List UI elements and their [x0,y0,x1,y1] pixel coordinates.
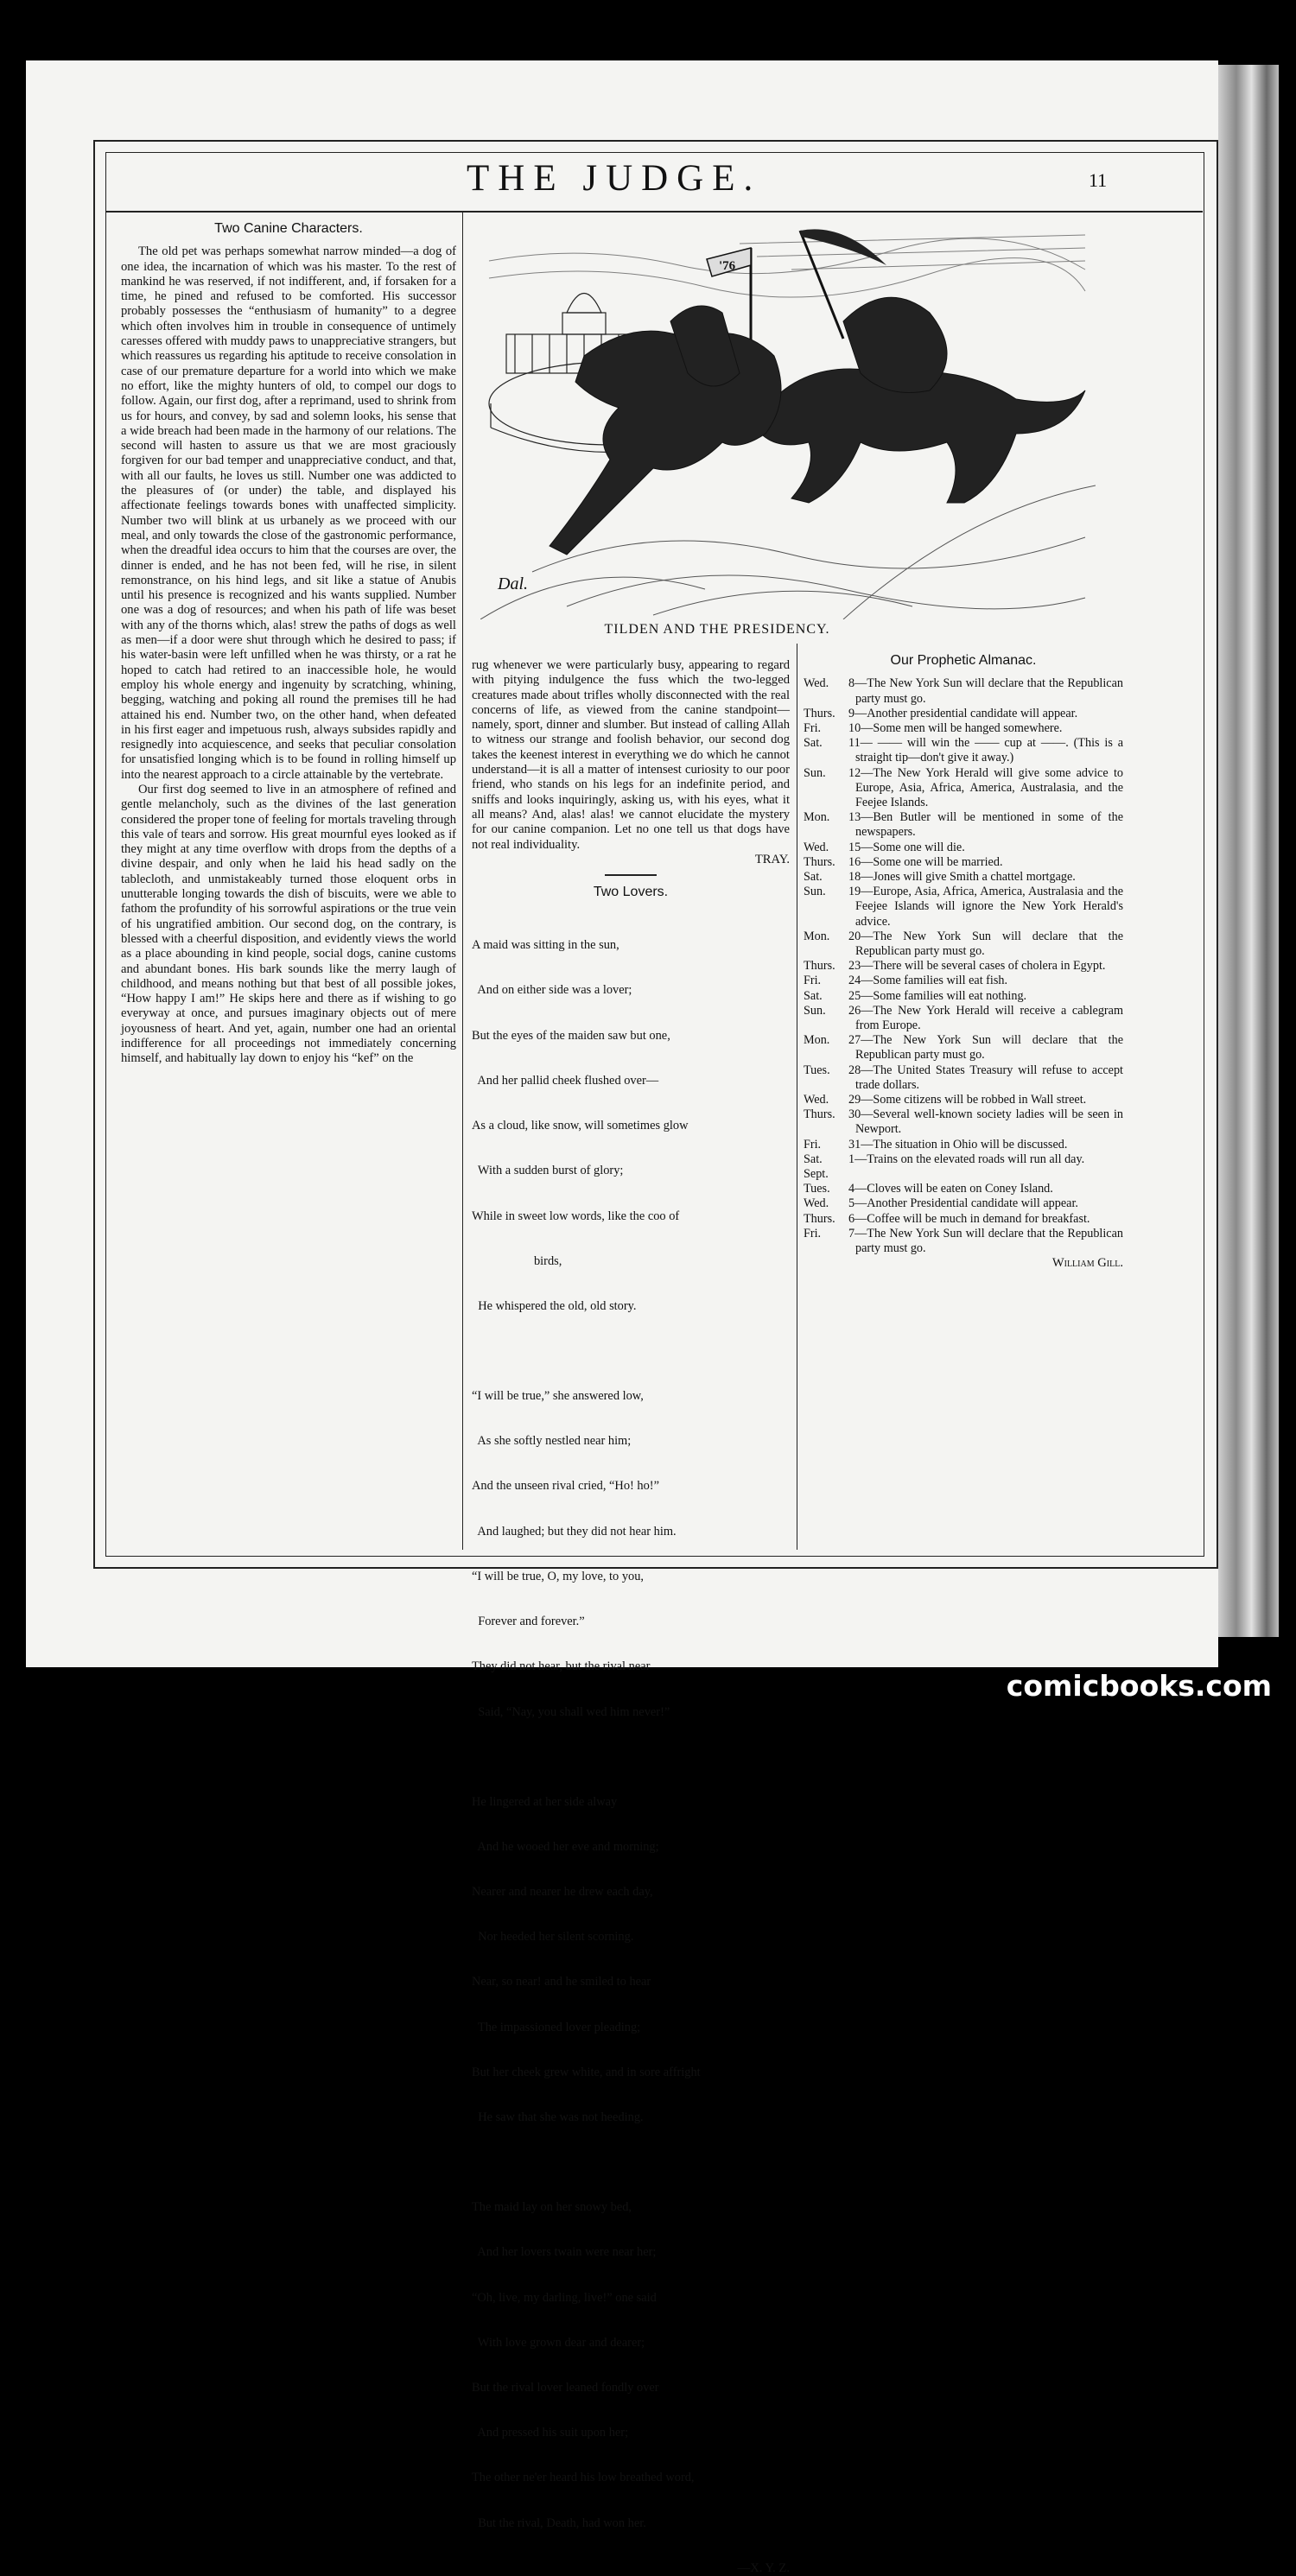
masthead-rule [105,211,1203,213]
almanac-text: 15—Some one will die. [848,840,965,854]
poem-line: With love grown dear and dearer; [472,2335,645,2350]
almanac-text: 5—Another Presidential candidate will appear. [848,1196,1078,1211]
almanac-day: Sun. [804,1003,826,1018]
poem-line: And on either side was a lover; [472,983,632,998]
almanac-day: Fri. [804,1226,822,1240]
poem-line: Near, so near! and he smiled to hear [472,1975,651,1989]
almanac-text: 11— —— will win the —— cup at ——. (This is a straight tip—don't give it away.) [848,736,1123,765]
almanac-title: Our Prophetic Almanac. [890,653,1037,668]
almanac-day: Wed. [804,676,829,691]
poem-line: And her lovers twain were near her; [472,2245,657,2260]
poem-line: And her pallid cheek flushed over— [472,1073,659,1088]
almanac-day: Tues. [804,1182,830,1196]
article-canine-paragraph-3: rug whenever we were particularly busy, appearing to regard with pitying indulgence the fuss which the two-legged creatures made about trifles wholly disconnected with the real concerns of life, as viewed from the canine standpoint—namely, sport, dinner and slumber. But instead of calling Allah to witness our strange and foolish behavior, our second dog takes the keenest interest in everything we do which he cannot understand—it is all a matter of intensest curiosity to our poor friend, who stands on his legs for an indefinite period, and sniffs and looks inquiringly, asking us, with his eyes, what it all means? And, alas! alas! we cannot elucidate the mystery for our canine companion. Let no one tell us that dogs have not real individuality. [472,658,790,852]
almanac-day: Sat. [804,988,823,1003]
almanac-entry [804,930,1123,959]
poem-line: “I will be true, O, my love, to you, [472,1569,645,1583]
illustration-caption: TILDEN AND THE PRESIDENCY. [604,622,830,637]
almanac-text: 6—Coffee will be much in demand for breakfast. [848,1211,1090,1226]
almanac-day: Wed. [804,1092,829,1107]
almanac-entry [804,721,1123,736]
poem-line: But the eyes of the maiden saw but one, [472,1028,670,1043]
almanac-entry [804,707,1123,721]
almanac-text: 29—Some citizens will be robbed in Wall street. [848,1092,1087,1107]
poem-line: The impassioned lover pleading; [472,2020,641,2034]
poem-line: “I will be true,” she answered low, [472,1389,644,1404]
almanac-day: Sun. [804,765,826,780]
poem-stanza-4 [472,2170,790,2561]
almanac-text: 1—Trains on the elevated roads will run all day. [848,1152,1085,1166]
almanac-entry [804,870,1123,885]
article-canine-col1 [121,221,456,1067]
poem-line: While in sweet low words, like the coo of [472,1209,680,1223]
almanac-list [804,676,1123,1256]
almanac-signature: William Gill. [1051,1256,1123,1271]
almanac-entry [804,1182,1123,1196]
book-binding [1218,65,1279,1637]
poem-line: As a cloud, like snow, will sometimes glow [472,1119,689,1133]
poem-line: Nor heeded her silent scorning. [472,1930,634,1945]
article-canine-signature: TRAY. [754,852,790,866]
almanac-entry [804,736,1123,765]
poem-signature: —X. Y. Z. [737,2560,790,2575]
cartoon-illustration [480,226,1096,619]
almanac-text: 13—Ben Butler will be mentioned in some of the newspapers. [848,810,1123,840]
article-canine-col2 [472,658,790,2576]
almanac-day: Mon. [804,1033,830,1048]
poem-line: He saw that she was not heeding. [472,2110,644,2125]
almanac-day: Thurs. [804,959,835,974]
almanac-entry [804,766,1123,811]
article-canine-paragraph-2: Our first dog seemed to live in an atmosphere of refined and gentle melancholy, such as the divines of the last generation considered the proper tone of feeling for mortals traveling through this vale of tears and sorrow. His great mournful eyes looked as if they might at any time overflow with drops from the depths of a divine despair, and only when he laid his head sadly on the tablecloth, and unmistakeably turned those eloquent orbs in unutterable longing towards the dish of biscuits, were we able to fathom the profundity of his sorrowful aspirations or the true vein of his ungratified ambition. Our second dog, on the contrary, is blessed with a cheerful disposition, and evidently views the world as a place abounding in kind people, social dogs, canine customs and abundant bones. His bark sounds like the merry laugh of childhood, and means nothing but that best of all possible jokes, “How happy I am!” He skips here and there as if wishing to go everyway at once, and pursues imaginary objects out of mere joyousness of heart. And yet, again, number one had an oriental indifference for all proceedings not immediately concerning himself, and habitually lay down to enjoy his “kef” on the [121,782,456,1066]
almanac-day: Wed. [804,1196,829,1211]
poem-line: birds, [472,1253,562,1268]
almanac-entry [804,676,1123,706]
almanac-entry [804,1212,1123,1227]
almanac-entry [804,1093,1123,1107]
poem-line: A maid was sitting in the sun, [472,938,619,953]
poem-line: They did not hear, but the rival near [472,1659,651,1674]
almanac-entry [804,855,1123,870]
almanac-entry [804,1138,1123,1152]
almanac-day: Fri. [804,974,822,988]
poem-line: But the rival, Death, had won her. [472,2516,646,2530]
almanac-column [804,653,1123,1272]
almanac-entry [804,959,1123,974]
almanac-entry [804,1196,1123,1211]
almanac-day: Fri. [804,1137,822,1152]
almanac-entry [804,974,1123,988]
almanac-day: Thurs. [804,706,835,720]
column-divider-left [462,213,463,1550]
poem-line: And he wooed her eve and morning; [472,1839,659,1854]
almanac-day: Mon. [804,929,830,943]
poem-line: He lingered at her side alway [472,1794,618,1809]
almanac-text: 9—Another presidential candidate will appear. [848,706,1078,720]
poem-title: Two Lovers. [593,885,669,900]
section-separator [605,874,657,876]
poem-line: Forever and forever.” [472,1615,585,1629]
almanac-day: Sat. [804,736,823,751]
almanac-entry [804,810,1123,840]
almanac-entry [804,841,1123,855]
almanac-entry [804,1227,1123,1256]
poem-line: As she softly nestled near him; [472,1434,632,1449]
almanac-text: 24—Some families will eat fish. [848,974,1008,988]
article-canine-paragraph-1: The old pet was perhaps somewhat narrow minded—a dog of one idea, the incarnation of which was his master. To the rest of mankind he was reserved, if not indifferent, and, if forsaken for a time, he pined and refused to be comforted. His successor probably possesses the “enthusiasm of humanity” to a degree which often involves him in trouble in consequence of untimely caresses offered with muddy paws to unappreciative strangers, but which reassures us regarding his aptitude to receive consolation in case of our premature departure for a world into which we make no effort, like the mighty hunters of old, to compel our dogs to follow. Again, our first dog, after a reprimand, used to shrink from us for hours, and convey, by sad and solemn looks, his sense that a wide breach had been made in the harmony of our relations. The second will hasten to assure us that we are most graciously forgiven for our bad temper and unappreciative conduct, and that, with all our faults, he loves us still. Number one was addicted to the pleasures of (or under) the table, and displayed his affectionate feelings towards bones with unaffected simplicity. Number two will blink at us urbanely as we proceed with our meal, and only towards the close of the gastronomic performance, when the dreadful idea occurs to him that the courses are over, the dinner is ended, and he has not been fed, will he rise, in silent remonstrance, on his hind legs, and sit like a statue of Anubis until his presence is recognized and his wants supplied. Number one was a dog of resources; and when his path of life was beset with any of the thorns which, alas! strew the paths of dogs as well as men—if a door were shut through which he desired to pass; if his water-basin were left unfilled when he was thirsty, or a rat he hoped to catch had retired to an inaccessible hole, he would employ his whole energy and ingenuity by scratching, whining, begging, watching and poking all round the premises till he had attained his end. Number two, on the other hand, when defeated in his first eager and impetuous rush, always subsides rapidly and resignedly into acquiescence, and seeks that peculiar consolation for unsatisfied longing which is to be found in rolling himself up into the nearest approach to a circle attainable by the vertebrate. [121,244,456,782]
almanac-text: 7—The New York Sun will declare that the Republican party must go. [848,1226,1123,1256]
almanac-day: Mon. [804,810,830,825]
almanac-text: 27—The New York Sun will declare that the Republican party must go. [848,1033,1123,1063]
poem-stanza-1 [472,908,790,1344]
almanac-day: Thurs. [804,854,835,869]
poem-line: And pressed his suit upon her; [472,2426,629,2440]
site-watermark: comicbooks.com [1006,1669,1272,1703]
almanac-text: 26—The New York Herald will receive a cablegram from Europe. [848,1003,1123,1032]
almanac-entry [804,1063,1123,1093]
poem-line: With a sudden burst of glory; [472,1164,624,1178]
poem-body [472,908,790,2560]
almanac-text: 25—Some families will eat nothing. [848,988,1027,1003]
poem-line: He whispered the old, old story. [472,1299,637,1314]
almanac-entry [804,1152,1123,1182]
almanac-text: 18—Jones will give Smith a chattel mortgage. [848,869,1076,884]
poem-line: Nearer and nearer he drew each day, [472,1885,653,1900]
almanac-text: 30—Several well-known society ladies will be seen in Newport. [848,1107,1123,1137]
almanac-day: Fri. [804,720,822,735]
masthead: THE JUDGE. [467,158,762,199]
almanac-entry [804,1004,1123,1033]
almanac-entry [804,989,1123,1004]
poem-line: Said, “Nay, you shall wed him never!” [472,1704,670,1719]
poem-stanza-2 [472,1359,790,1750]
almanac-day: Thurs. [804,1211,835,1226]
almanac-text: 16—Some one will be married. [848,854,1003,869]
almanac-text: 28—The United States Treasury will refuse to accept trade dollars. [848,1063,1123,1092]
poem-line: But her cheek grew white, and in sore affright [472,2065,701,2079]
almanac-day: Thurs. [804,1107,835,1122]
almanac-day: Tues. [804,1063,830,1077]
almanac-text: 31—The situation in Ohio will be discussed. [848,1137,1068,1152]
poem-stanza-3 [472,1765,790,2156]
almanac-text: 12—The New York Herald will give some advice to Europe, Asia, Africa, America, Australasia, and the Feejee Islands. [848,765,1123,809]
almanac-text: 19—Europe, Asia, Africa, America, Australasia and the Feejee Islands will ignore the New York Herald's advice. [848,885,1123,929]
almanac-text: 4—Cloves will be eaten on Coney Island. [848,1182,1053,1196]
almanac-entry [804,885,1123,930]
almanac-text: 10—Some men will be hanged somewhere. [848,720,1063,735]
poem-line: And the unseen rival cried, “Ho! ho!” [472,1479,659,1494]
almanac-day: Sat. [804,869,823,884]
almanac-text: 20—The New York Sun will declare that the Republican party must go. [848,929,1123,958]
poem-line: And laughed; but they did not hear him. [472,1524,677,1539]
almanac-text: 8—The New York Sun will declare that the Republican party must go. [848,676,1123,706]
cartoon-drawing [480,226,1096,619]
poem-line: The other ne'er heard his low breathed word, [472,2471,695,2485]
poem-line: The maid lay on her snowy bed, [472,2200,632,2215]
article-title-canine: Two Canine Characters. [214,221,363,236]
almanac-day: Sun. [804,885,826,899]
flag-label: '76 [719,259,736,273]
almanac-entry [804,1107,1123,1137]
almanac-text: 23—There will be several cases of cholera in Egypt. [848,959,1106,974]
poem-line: “Oh, live, my darling, live!” one said [472,2290,657,2305]
artist-signature: Dal. [498,574,528,593]
almanac-day: Wed. [804,840,829,854]
poem-line: But the rival lover leaned fondly over [472,2381,659,2395]
almanac-entry [804,1033,1123,1063]
almanac-day: Sat. Sept. [804,1152,829,1181]
page-number: 11 [1089,169,1108,191]
